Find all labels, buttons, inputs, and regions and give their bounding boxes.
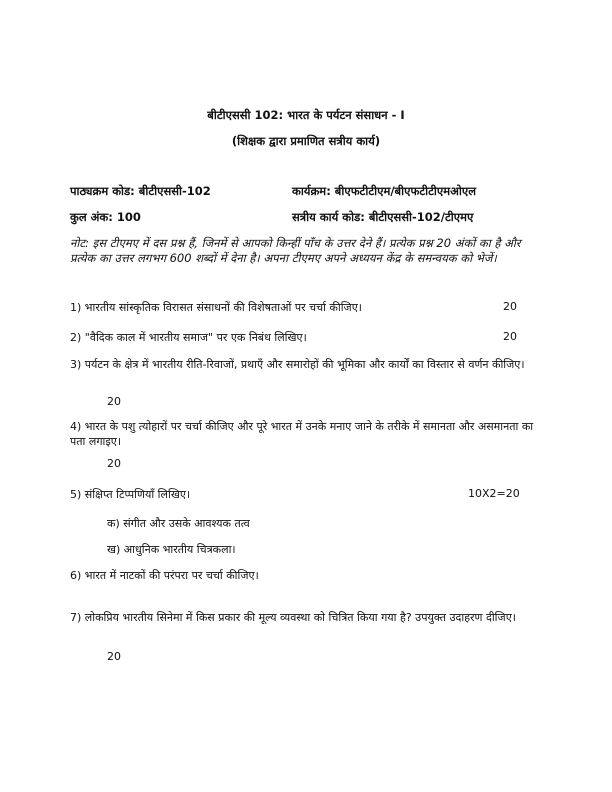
question-7-marks: 20 [107, 650, 121, 663]
question-5-sub-b: ख) आधुनिक भारतीय चित्रकला। [107, 543, 236, 556]
document-subtitle: (शिक्षक द्वारा प्रमाणित सत्रीय कार्य) [231, 134, 381, 148]
assignment-code: सत्रीय कार्य कोड: बीटीएससी-102/टीएमए [292, 210, 474, 224]
question-2-marks: 20 [503, 330, 517, 343]
question-7: 7) लोकप्रिय भारतीय सिनेमा में किस प्रकार की मूल्य व्यवस्था को चित्रित किया गया है? उपयुक्त उदाहरण दीजिए। [70, 611, 516, 624]
question-1: 1) भारतीय सांस्कृतिक विरासत संसाधनों की विशेषताओं पर चर्चा कीजिए। [70, 301, 362, 314]
question-4: 4) भारत के पशु त्योहारों पर चर्चा कीजिए और पूरे भारत में उनके मनाए जाने के तरीके में समानता और असमानता का पता लगाइए। [70, 420, 534, 448]
question-2: 2) "वैदिक काल में भारतीय समाज" पर एक निबंध लिखिए। [70, 331, 307, 344]
question-6: 6) भारत में नाटकों की परंपरा पर चर्चा कीजिए। [70, 569, 259, 582]
question-4-marks: 20 [107, 457, 121, 470]
question-1-marks: 20 [503, 300, 517, 313]
total-marks: कुल अंक: 100 [70, 210, 141, 224]
question-3-marks: 20 [107, 395, 121, 408]
question-5-marks: 10X2=20 [468, 487, 520, 500]
question-5-sub-a: क) संगीत और उसके आवश्यक तत्व [107, 517, 250, 530]
instructions-note: नोट: इस टीएमए में दस प्रश्न हैं, जिनमें से आपको किन्हीं पाँच के उत्तर देने हैं। प्रत्येक प्रश्न 20 अंकों का है और प्रत्येक का उत्तर लगभग 600 शब्दों में देना है। अपना टीएमए अपने अध्ययन केंद्र के समन्वयक को भेजें। [70, 236, 521, 265]
document-title: बीटीएससी 102: भारत के पर्यटन संसाधन - I [207, 108, 405, 122]
question-3: 3) पर्यटन के क्षेत्र में भारतीय रीति-रिवाजों, प्रथाएँ और समारोहों की भूमिका और कार्यों का विस्तार से वर्णन कीजिए। [70, 358, 525, 371]
programme-code: कार्यक्रम: बीएफटीटीएम/बीएफटीटीएमओएल [292, 184, 477, 198]
course-code: पाठ्यक्रम कोड: बीटीएससी-102 [70, 184, 211, 198]
question-5: 5) संक्षिप्त टिप्पणियाँ लिखिए। [70, 488, 191, 501]
